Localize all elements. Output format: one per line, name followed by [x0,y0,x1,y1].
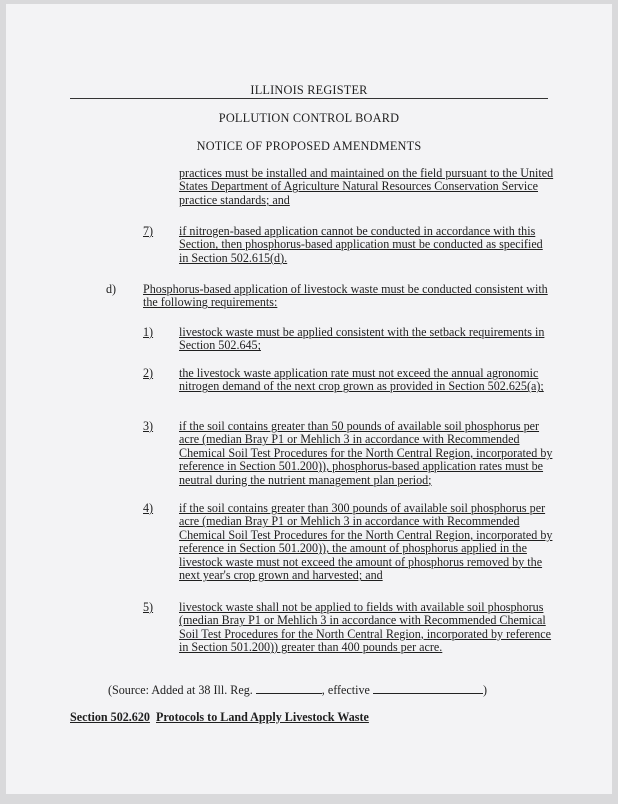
item-1-marker: 1) [143,325,154,339]
section-heading [70,710,369,725]
source-suffix: ) [482,683,487,697]
item-2-text: the livestock waste application rate must not exceed the annual agronomic nitrogen demand of the next crop grown as provided in Section 502.625(a); [179,366,544,394]
effective-date-blank [373,683,483,694]
register-title: ILLINOIS REGISTER [250,83,368,97]
item-1-text: livestock waste must be applied consistent with the setback requirements in Section 502.645; [179,325,545,353]
section-number: Section 502.620 [70,710,150,724]
item-2-marker: 2) [143,366,154,380]
section-title: Protocols to Land Apply Livestock Waste [156,710,369,724]
item-3-text: if the soil contains greater than 50 pounds of available soil phosphorus per acre (median Bray P1 or Mehlich 3 in accordance with Recommended Chemical Soil Test Procedures for the North Central Region, incorporated by reference in Section 501.200)), phosphorus-based application rates must be neutral during the nutrient management plan period; [179,419,553,487]
subsection-d-marker: d) [106,282,117,296]
item-7-marker: 7) [143,224,154,238]
subsection-d-text: Phosphorus-based application of livestock waste must be conducted consistent with the following requirements: [143,282,548,310]
document-page [6,4,612,794]
agency-title: POLLUTION CONTROL BOARD [218,111,400,125]
item-4-marker: 4) [143,501,154,515]
continuation-paragraph: practices must be installed and maintained on the field pursuant to the United States Department of Agriculture Natural Resources Conservation Service practice standards; and [179,166,554,207]
item-4-text: if the soil contains greater than 300 pounds of available soil phosphorus per acre (median Bray P1 or Mehlich 3 in accordance with Recommended Chemical Soil Test Procedures for the North Central Region, incorporated by reference in Section 501.200)), the amount of phosphorus applied in the livestock waste must not exceed the amount of phosphorus removed by the next year's crop grown and harvested; and [179,501,553,583]
register-page-blank [256,683,322,694]
header-rule [70,98,548,99]
item-5-text: livestock waste shall not be applied to fields with available soil phosphorus (median Bray P1 or Mehlich 3 in accordance with Recommended Chemical Soil Test Procedures for the North Central Region, incorporated by reference in Section 501.200)) greater than 400 pounds per acre. [179,600,552,655]
item-5-marker: 5) [143,600,154,614]
source-note [108,683,487,698]
notice-title: NOTICE OF PROPOSED AMENDMENTS [196,139,422,153]
item-3-marker: 3) [143,419,154,433]
source-middle: , effective [321,683,373,697]
item-7-text: if nitrogen-based application cannot be conducted in accordance with this Section, then phosphorus-based application must be conducted as specified in Section 502.615(d). [179,224,543,265]
source-prefix: (Source: Added at 38 Ill. Reg. [108,683,256,697]
